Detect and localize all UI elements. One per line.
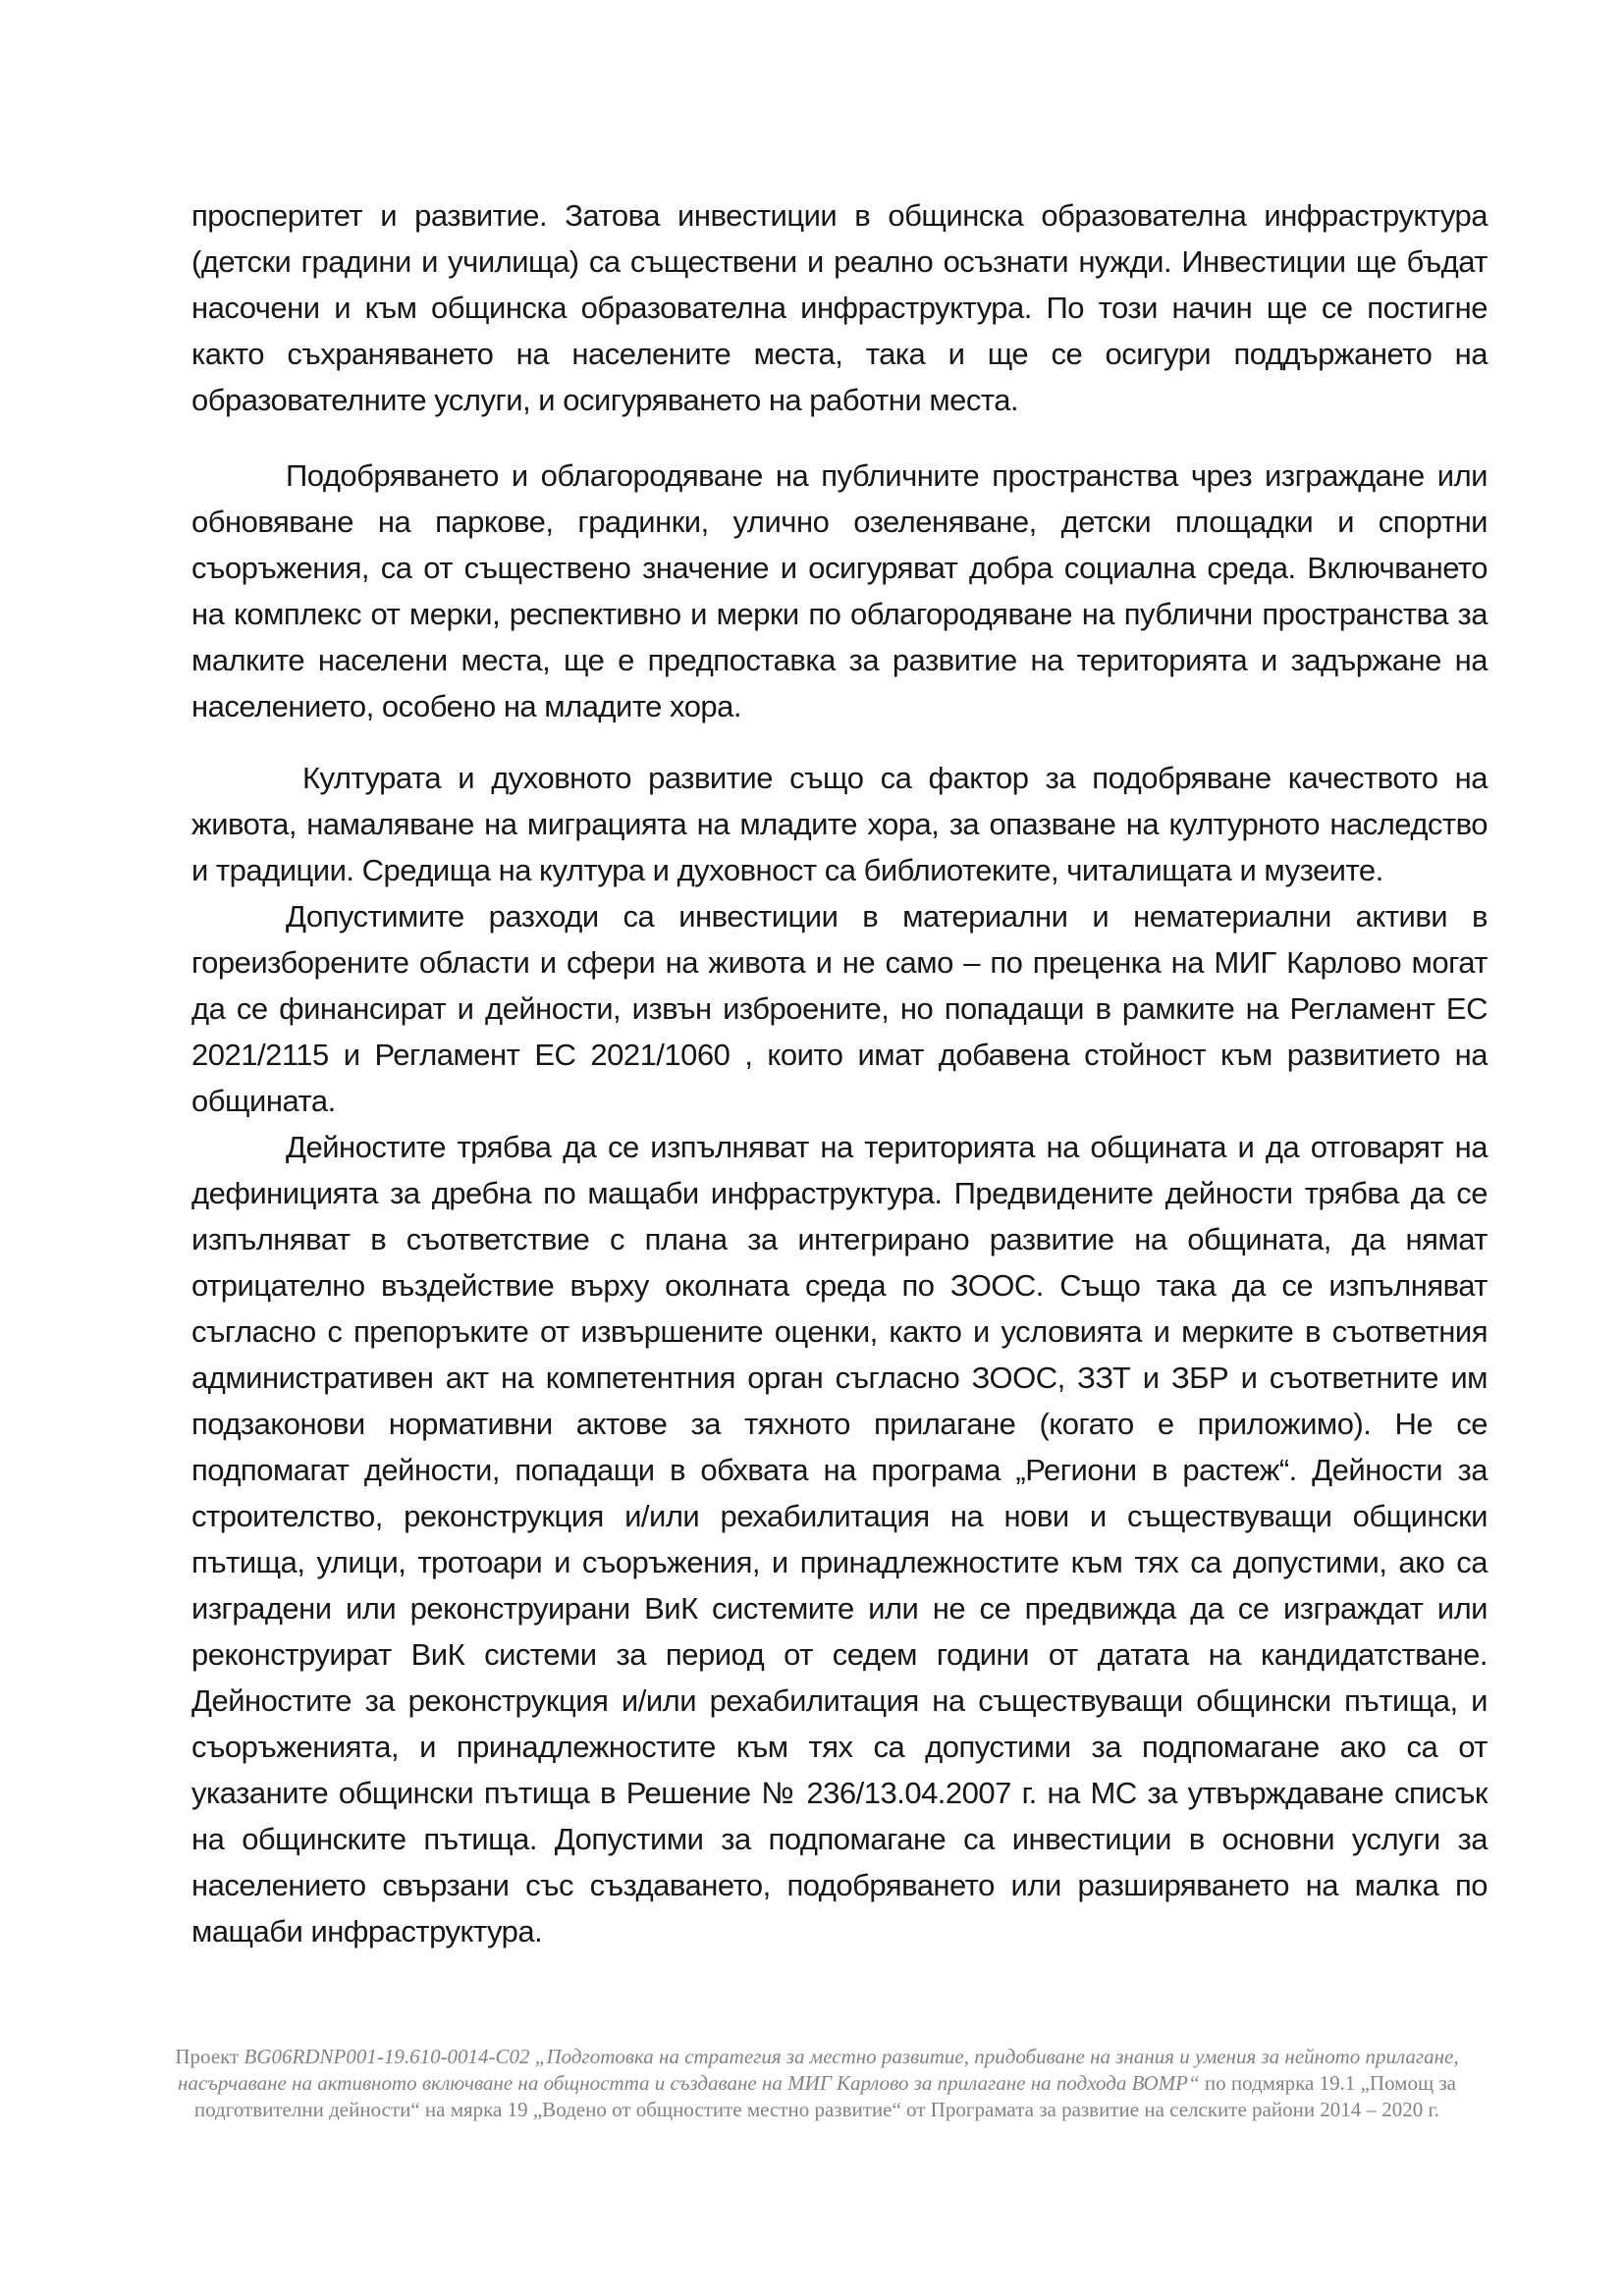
footer-programme-text: по подмярка 19.1 „Помощ за подготвителни дейности“ на мярка 19 „Водено от общностите местно развитие“ от Програмата за развитие на селските райони 2014 – 2020 г. [193,2071,1456,2121]
page-footer [164,2044,1470,2123]
paragraph-public-spaces: Подобряването и облагородяване на публичните пространства чрез изграждане или обновяване на паркове, градинки, улично озеленяване, детски площадки и спортни съоръжения, са от съществено значение и осигуряват добра социална среда. Включването на комплекс от мерки, респективно и мерки по облагородяване на публични пространства за малките населени места, ще е предпоставка за развитие на територията и задържане на населението, особено на младите хора. [191,458,1488,723]
paragraph-continued: просперитет и развитие. Затова инвестиции в общинска образователна инфраструктура (детски градини и училища) са съществени и реално осъзнати нужди. Инвестиции ще бъдат насочени и към общинска образователна инфраструктура. По този начин ще се постигне както съхраняването на населените места, така и ще се осигури поддържането на образователните услуги, и осигуряването на работни места. [191,198,1488,417]
paragraph-activities: Дейностите трябва да се изпълняват на територията на общината и да отговарят на дефиницията за дребна по мащаби инфраструктура. Предвидените дейности трябва да се изпълняват в съответствие с плана за интегрирано развитие на общината, да нямат отрицателно въздействие върху околната среда по ЗООС. Също така да се изпълняват съгласно с препоръките от извършените оценки, както и условията и мерките в съответния административен акт на компетентния орган съгласно ЗООС, ЗЗТ и ЗБР и съответните им подзаконови нормативни актове за тяхното прилагане (когато е приложимо). Не се подпомагат дейности, попадащи в обхвата на програма „Региони в растеж“. Дейности за строителство, реконструкция и/или рехабилитация на нови и съществуващи общински пътища, улици, тротоари и съоръжения, и принадлежностите към тях са допустими, ако са изградени или реконструирани ВиК системите или не се предвижда да се изграждат или реконструират ВиК системи за период от седем години от датата на кандидатстване. Дейностите за реконструкция и/или рехабилитация на съществуващи общински пътища, и съоръженията, и принадлежностите към тях са допустими за подпомагане ако са от указаните общински пътища в Решение № 236/13.04.2007 г. на МС за утвърждаване списък на общинските пътища. Допустими за подпомагане са инвестиции в основни услуги за населението свързани със създаването, подобряването или разширяването на малка по мащаби инфраструктура. [191,1130,1488,1949]
footer-project-label: Проект [175,2045,244,2068]
paragraph-culture: Културата и духовното развитие също са фактор за подобряване качеството на живота, намаляване на миграцията на младите хора, за опазване на културното наследство и традиции. Средища на култура и духовност са библиотеките, читалищата и музеите. [191,761,1488,887]
document-body [191,192,1488,1954]
paragraph-eligible-costs: Допустимите разходи са инвестиции в материални и нематериални активи в гореизборените области и сфери на живота и не само – по преценка на МИГ Карлово могат да се финансират и дейности, извън изброените, но попадащи в рамките на Регламент ЕС 2021/2115 и Регламент ЕС 2021/1060 , които имат добавена стойност към развитието на общината. [191,899,1488,1118]
footer-project-title: BG06RDNP001-19.610-0014-C02 „Подготовка на стратегия за местно развитие, придобиване на знания и умения за нейното прилагане, насърчаване на активното включване на общността и създаване на МИГ Карлово за прилагане на подхода ВОМР“ [178,2045,1459,2095]
